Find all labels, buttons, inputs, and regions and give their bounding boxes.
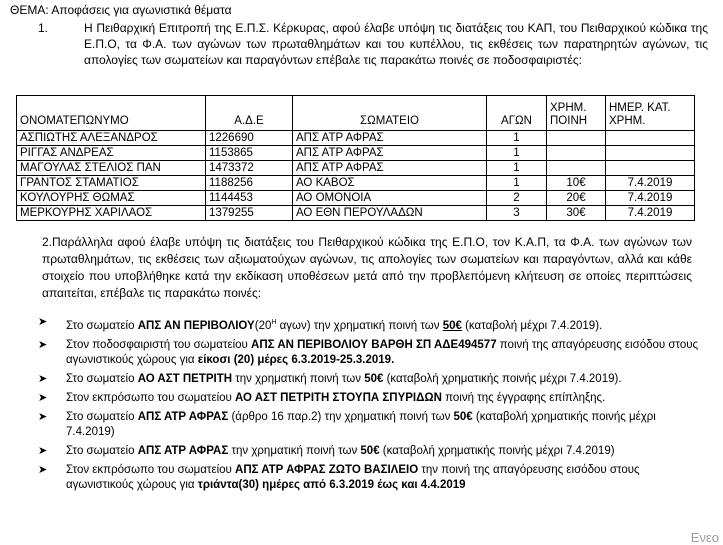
penalty-bullet-list (38, 315, 700, 497)
cell-name: ΜΕΡΚΟΥΡΗΣ ΧΑΡΙΛΑΟΣ (17, 206, 206, 221)
cell-club: ΑΟ ΟΜΟΝΟΙΑ (293, 191, 487, 206)
cell-date: 7.4.2019 (606, 176, 695, 191)
item-1-number: 1. (38, 21, 49, 35)
table-header-row (17, 96, 695, 131)
bullet-text: (καταβολή μέχρι 7.4.2019). (461, 319, 603, 332)
cut-off-text: Ενεο (690, 530, 719, 545)
bullet-text: την ποινή της απαγόρευσης εισόδου στους αγωνιστικούς χώρους για (66, 463, 640, 491)
bullet-text: Στο σωματείο (66, 319, 138, 332)
cell-fine (547, 146, 606, 161)
cell-matches: 3 (487, 206, 547, 221)
cell-date: 7.4.2019 (606, 206, 695, 221)
arrow-bullet-icon: ➤ (38, 391, 48, 404)
cell-date (606, 131, 695, 146)
cell-ade: 1188256 (206, 176, 293, 191)
cell-matches: 2 (487, 191, 547, 206)
header-matches: ΑΓΩΝ (487, 96, 547, 131)
ban-period: είκοσι (20) μέρες 6.3.2019-25.3.2019. (197, 353, 395, 366)
club-name: ΑΠΣ ΑΤΡ ΑΦΡΑΣ (137, 410, 229, 423)
cell-name: ΓΡΑΝΤΟΣ ΣΤΑΜΑΤΙΟΣ (17, 176, 206, 191)
cell-club: ΑΠΣ ΑΤΡ ΑΦΡΑΣ (293, 131, 487, 146)
bullet-text: (άρθρο 16 παρ.2) την χρηματική ποινή των (228, 410, 454, 423)
cell-name: ΚΟΥΛΟΥΡΗΣ ΘΩΜΑΣ (17, 191, 206, 206)
club-name: ΑΟ ΑΣΤ ΠΕΤΡΙΤΗ (137, 372, 233, 385)
bullet-text: την χρηματική ποινή των (232, 372, 365, 385)
cell-date: 7.4.2019 (606, 191, 695, 206)
cell-date (606, 161, 695, 176)
header-fine: ΧΡΗΜ. ΠΟΙΝΗ (547, 96, 606, 131)
cell-matches: 1 (487, 131, 547, 146)
arrow-bullet-icon: ➤ (38, 463, 48, 476)
representative-name: ΑΟ ΑΣΤ ΠΕΤΡΙΤΗ ΣΤΟΥΠΑ ΣΠΥΡΙΔΩΝ (235, 391, 442, 404)
table-row (17, 206, 695, 221)
cell-name: ΡΙΓΓΑΣ ΑΝΔΡΕΑΣ (17, 146, 206, 161)
cell-date (606, 146, 695, 161)
cell-ade: 1379255 (206, 206, 293, 221)
fine-amount: 50€ (360, 444, 380, 457)
cell-matches: 1 (487, 146, 547, 161)
arrow-bullet-icon: ➤ (38, 338, 48, 351)
bullet-text: ποινή της απαγόρευσης εισόδου στους αγωνιστικούς χώρους για (66, 338, 699, 366)
ordinal-suffix: Η (271, 319, 277, 326)
representative-name: ΑΠΣ ΑΤΡ ΑΦΡΑΣ ΖΩΤΟ ΒΑΣΙΛΕΙΟ (235, 463, 419, 476)
arrow-bullet-icon: ➤ (38, 444, 48, 457)
cell-name: ΜΑΓΟΥΛΑΣ ΣΤΕΛΙΟΣ ΠΑΝ (17, 161, 206, 176)
header-ade: Α.Δ.Ε (206, 96, 293, 131)
item-1-paragraph (38, 20, 708, 68)
list-item (38, 372, 700, 387)
bullet-text: Στον εκπρόσωπο του σωματείου (66, 391, 236, 404)
bullet-text: Στον εκπρόσωπο του σωματείου (66, 463, 236, 476)
subject-line: ΘΕΜΑ: Αποφάσεις για αγωνιστικά θέματα (10, 3, 232, 17)
bullet-text: (καταβολή χρηματικής ποινής μέχρι 7.4.2019). (383, 372, 622, 385)
cell-fine (547, 131, 606, 146)
paragraph-2: 2.Παράλληλα αφού έλαβε υπόψη τις διατάξεις του Πειθαρχικού κώδικα της Ε.Π.Ο, τον Κ.Α.Π, τα Φ.Α. των αγώνων των πρωταθλημάτων, τις εκθέσεις των αξιωματούχων αγώνων, τις απολογίες των σωματείων και παραγόντων, αλλά και κάθε στοιχείο που υποβλήθηκε κατά την εκδίκαση υποθέσεων μετά από την προβλεπόμενη κλήτευση σε οποίες περιπτώσεις απαιτείται, επέβαλε τις παρακάτω ποινές: (42, 235, 692, 300)
list-item (38, 444, 700, 459)
table-row (17, 191, 695, 206)
bullet-text: την χρηματική ποινή των (228, 444, 361, 457)
cell-club: ΑΟ ΕΘΝ ΠΕΡΟΥΛΑΔΩΝ (293, 206, 487, 221)
list-item (38, 463, 700, 493)
bullet-text: Στο σωματείο (66, 372, 138, 385)
cell-fine: 20€ (547, 191, 606, 206)
header-club: ΣΩΜΑΤΕΙΟ (293, 96, 487, 131)
table-row (17, 176, 695, 191)
bullet-text: ποινή της έγγραφης επίπληξης. (441, 391, 606, 404)
cell-club: ΑΟ ΚΑΒΟΣ (293, 176, 487, 191)
list-item (38, 338, 700, 368)
player-name: ΑΠΣ ΑΝ ΠΕΡΙΒΟΛΙΟΥ ΒΑΡΘΗ ΣΠ ΑΔΕ494577 (251, 338, 497, 351)
arrow-bullet-icon: ➤ (38, 372, 48, 385)
bullet-text: (καταβολή χρηματικής ποινής μέχρι 7.4.2019) (379, 444, 615, 457)
bullet-text: αγων) την χρηματική ποινή των (276, 319, 443, 332)
bullet-text: Στο σωματείο (66, 410, 138, 423)
fine-amount: 50€ (453, 410, 473, 423)
fine-amount: 50€ (364, 372, 384, 385)
list-item (38, 315, 700, 334)
cell-fine: 10€ (547, 176, 606, 191)
cell-ade: 1473372 (206, 161, 293, 176)
fine-amount: 50€ (442, 319, 462, 332)
bullet-text: (καταβολή χρηματικής ποινής μέχρι 7.4.2019) (66, 410, 656, 438)
bullet-text: Στο σωματείο (66, 444, 138, 457)
item-1-text: Η Πειθαρχική Επιτροπή της Ε.Π.Σ. Κέρκυρας, αφού έλαβε υπόψη τις διατάξεις του ΚΑΠ, του Πειθαρχικού κώδικα της Ε.Π.Ο, τα Φ.Α. των αγώνων των πρωταθλημάτων και του κυπέλλου, τις εκθέσεις των παρατηρητών αγώνων, τις απολογίες των σωματείων και παραγόντων επέβαλε τις παρακάτω ποινές σε ποδοσφαιριστές: (84, 21, 708, 67)
cell-fine: 30€ (547, 206, 606, 221)
list-item (38, 391, 700, 406)
cell-ade: 1144453 (206, 191, 293, 206)
cell-club: ΑΠΣ ΑΤΡ ΑΦΡΑΣ (293, 146, 487, 161)
table-row (17, 161, 695, 176)
list-item (38, 410, 700, 440)
penalties-table (16, 95, 695, 221)
cell-club: ΑΠΣ ΑΤΡ ΑΦΡΑΣ (293, 161, 487, 176)
cell-name: ΑΣΠΙΩΤΗΣ ΑΛΕΞΑΝΔΡΟΣ (17, 131, 206, 146)
cell-ade: 1153865 (206, 146, 293, 161)
arrow-bullet-icon: ➤ (38, 410, 48, 423)
club-name: ΑΠΣ ΑΝ ΠΕΡΙΒΟΛΙΟΥ (137, 319, 255, 332)
cell-fine (547, 161, 606, 176)
arrow-bullet-icon: ➤ (38, 316, 48, 328)
header-payment-date: ΗΜΕΡ. ΚΑΤ. ΧΡΗΜ. (606, 96, 695, 131)
bullet-text: Στον ποδοσφαιριστή του σωματείου (66, 338, 252, 351)
ban-period: τριάντα(30) ημέρες από 6.3.2019 έως και 4.4.2019 (197, 478, 466, 491)
table-row (17, 146, 695, 161)
header-name: ΟΝΟΜΑΤΕΠΩΝΥΜΟ (17, 96, 206, 131)
club-name: ΑΠΣ ΑΤΡ ΑΦΡΑΣ (137, 444, 229, 457)
table-row (17, 131, 695, 146)
cell-matches: 1 (487, 176, 547, 191)
cell-matches: 1 (487, 161, 547, 176)
cell-ade: 1226690 (206, 131, 293, 146)
bullet-text: (20 (254, 319, 272, 332)
